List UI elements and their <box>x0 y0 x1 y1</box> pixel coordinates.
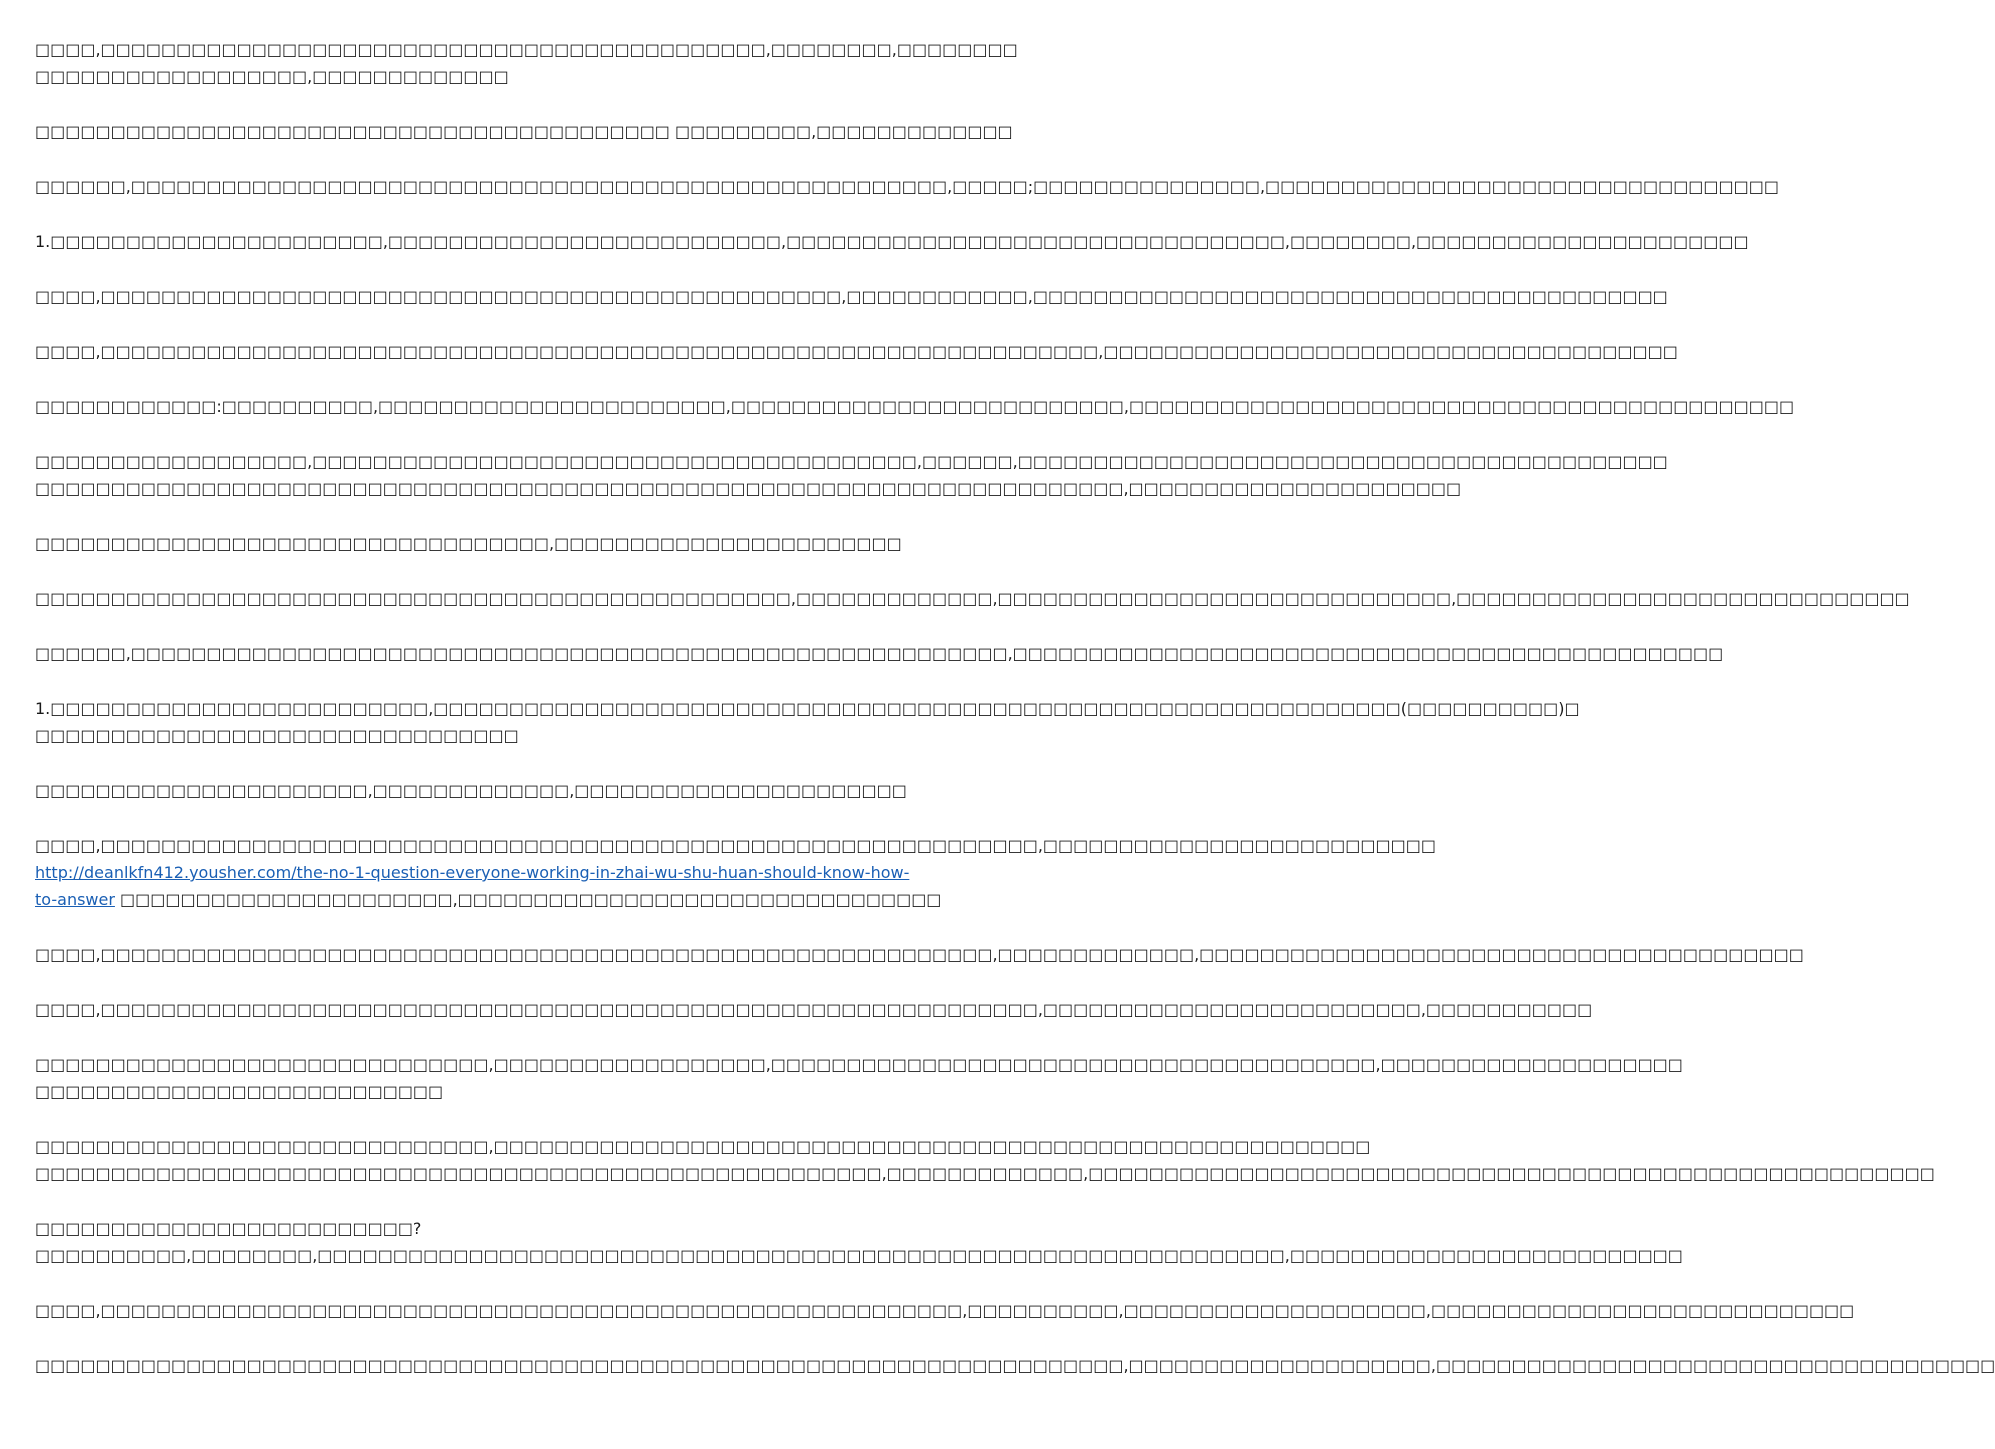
paragraph <box>35 1051 1683 1105</box>
paragraph-line: □□□□,□□□□□□□□□□□□□□□□□□□□□□□□□□□□□□□□□□□□□□□□□□□□□□□□□□□□□□□□□,□□□□□□□□□□,□□□□□□□□□□□□□□□□□□□□,□□□□□□□□□□□□□□□□□□□□□□□□□□□□ <box>35 1301 1855 1320</box>
paragraph-line: □□□□,□□□□□□□□□□□□□□□□□□□□□□□□□□□□□□□□□□□□□□□□□□□□□□□□□□□□□□□□□□□□□□,□□□□□□□□□□□□□□□□□□□□□□□□□,□□□□□□□□□□□ <box>35 1000 1593 1019</box>
paragraph <box>35 1297 1855 1324</box>
paragraph-line: □□□□□□□□□□□□□□□□□□□□□□□□□□□□□□□□□□□□□□□□□□□□□□□□□□□□□□□□,□□□□□□□□□□□□□,□□□□□□□□□□□□□□□□□□□□□□□□□□□□□□□□□□□□□□□□□□□□□□□□□□□□□□□□ <box>35 1164 1935 1183</box>
paragraph <box>35 1215 1683 1269</box>
paragraph-line: □□□□□□□□□□□□□□□□□□,□□□□□□□□□□□□□ <box>35 67 509 86</box>
paragraph <box>35 393 1795 420</box>
paragraph <box>35 338 1678 365</box>
paragraph-line: □□□□□□□□□□□□□□□□□□□□□□□□□□□□□□□□□□,□□□□□□□□□□□□□□□□□□□□□□□ <box>35 534 902 553</box>
paragraph-line: □□□□,□□□□□□□□□□□□□□□□□□□□□□□□□□□□□□□□□□□□□□□□□□□□□□□□□□□□□□□□□□□□□□□□□□,□□□□□□□□□□□□□□□□□□□□□□□□□□□□□□□□□□□□□□ <box>35 342 1678 361</box>
paragraph-line: □□□□□□□□□□□□□□□□□□□□□□□□□□□ <box>35 1082 444 1101</box>
paragraph-line: □□□□,□□□□□□□□□□□□□□□□□□□□□□□□□□□□□□□□□□□□□□□□□□□□,□□□□□□□□,□□□□□□□□ <box>35 40 1018 59</box>
paragraph-line: □□□□,□□□□□□□□□□□□□□□□□□□□□□□□□□□□□□□□□□□□□□□□□□□□□□□□□□□□□□□□□□□,□□□□□□□□□□□□□,□□□□□□□□□□□□□□□□□□□□□□□□□□□□□□□□□□□□□□□□ <box>35 945 1804 964</box>
paragraph-line: □□□□□□□□□□□□□□□□□□,□□□□□□□□□□□□□□□□□□□□□□□□□□□□□□□□□□□□□□□□,□□□□□□,□□□□□□□□□□□□□□□□□□□□□□□□□□□□□□□□□□□□□□□□□□□ <box>35 452 1668 471</box>
paragraph <box>35 118 1013 145</box>
paragraph <box>35 1352 1995 1379</box>
paragraph <box>35 283 1668 310</box>
paragraph <box>35 996 1593 1023</box>
paragraph <box>35 640 1724 667</box>
paragraph-line: □□□□,□□□□□□□□□□□□□□□□□□□□□□□□□□□□□□□□□□□□□□□□□□□□□□□□□,□□□□□□□□□□□□,□□□□□□□□□□□□□□□□□□□□□□□□□□□□□□□□□□□□□□□□□□ <box>35 287 1668 306</box>
paragraph-line: □□□□□□□□□□□□□□□□□□□□□□□□□□□□□□□□□□□□□□□□□□□□□□□□□□□□□□□□□□□□□□□□□□□□□□□□,□□□□□□□□□□□□□□□□□□□□□□ <box>35 479 1462 498</box>
paragraph-line: □□□□□□□□□□□□□□□□□□□□□□□□□□□□□□,□□□□□□□□□□□□□□□□□□□□□□□□□□□□□□□□□□□□□□□□□□□□□□□□□□□□□□□□□□ <box>35 1137 1371 1156</box>
paragraph-line <box>35 859 990 886</box>
paragraph <box>35 1133 1935 1187</box>
article-link-continued[interactable]: to-answer <box>35 890 115 909</box>
paragraph-line: □□□□□□,□□□□□□□□□□□□□□□□□□□□□□□□□□□□□□□□□□□□□□□□□□□□□□□□□□□□□□□□□□,□□□□□□□□□□□□□□□□□□□□□□□□□□□□□□□□□□□□□□□□□□□□□□□ <box>35 644 1724 663</box>
paragraph-line: □□□□□□□□□□□□□□□□□□□□□□□□□□□□□□□□□□□□□□□□□□□□□□□□□□,□□□□□□□□□□□□□,□□□□□□□□□□□□□□□□□□□□□□□□□□□□□□,□□□□□□□□□□□□□□□□□□□□□□□□□□□□□□ <box>35 589 1910 608</box>
paragraph <box>35 695 1580 749</box>
paragraph-line: □□□□□□□□□□□□□□□□□□□□□□,□□□□□□□□□□□□□,□□□□□□□□□□□□□□□□□□□□□□ <box>35 781 907 800</box>
paragraph-line: □□□□□□□□□□,□□□□□□□□,□□□□□□□□□□□□□□□□□□□□□□□□□□□□□□□□□□□□□□□□□□□□□□□□□□□□□□□□□□□□□□□□,□□□□□□□□□□□□□□□□□□□□□□□□□□ <box>35 1246 1683 1265</box>
paragraph <box>35 777 990 804</box>
paragraph <box>35 941 1804 968</box>
paragraph-line: □□□□,□□□□□□□□□□□□□□□□□□□□□□□□□□□□□□□□□□□□□□□□□□□□□□□□□□□□□□□□□□□□□□,□□□□□□□□□□□□□□□□□□□□□□□□□□ <box>35 836 1436 855</box>
paragraph <box>35 228 1749 255</box>
paragraphs-after-link <box>35 941 1995 1379</box>
link-trailing-text: □□□□□□□□□□□□□□□□□□□□□□,□□□□□□□□□□□□□□□□□□□□□□□□□□□□□□□□ <box>114 890 942 909</box>
paragraph-line <box>35 886 990 913</box>
paragraph <box>35 36 1018 90</box>
paragraph <box>35 530 990 557</box>
paragraph-line: □□□□□□□□□□□□□□□□□□□□□□□□□□□□□□,□□□□□□□□□□□□□□□□□□,□□□□□□□□□□□□□□□□□□□□□□□□□□□□□□□□□□□□□□□□,□□□□□□□□□□□□□□□□□□□□ <box>35 1055 1683 1074</box>
paragraph <box>35 448 1668 502</box>
paragraph <box>35 173 1780 200</box>
paragraph-line: □□□□□□,□□□□□□□□□□□□□□□□□□□□□□□□□□□□□□□□□□□□□□□□□□□□□□□□□□□□□□,□□□□□;□□□□□□□□□□□□□□□,□□□□□□□□□□□□□□□□□□□□□□□□□□□□□□□□□□ <box>35 177 1780 196</box>
paragraph-line: □□□□□□□□□□□□□□□□□□□□□□□□□□□□□□□□□□□□□□□□□□ □□□□□□□□□,□□□□□□□□□□□□□ <box>35 122 1013 141</box>
paragraph-line: □□□□□□□□□□□□□□□□□□□□□□□□□□□□□□□□□□□□□□□□□□□□□□□□□□□□□□□□□□□□□□□□□□□□□□□□,□□□□□□□□□□□□□□□□□□□□,□□□□□□□□□□□□□□□□□□□□□□□□□□□□□□□□□□□□□ <box>35 1356 1995 1375</box>
article-link[interactable]: http://deanlkfn412.yousher.com/the-no-1-question-everyone-working-in-zhai-wu-shu-huan-should-know-how- <box>35 863 910 882</box>
paragraph <box>35 585 1910 612</box>
paragraphs-before-link <box>35 36 1910 804</box>
paragraph-line: 1.□□□□□□□□□□□□□□□□□□□□□□□□□,□□□□□□□□□□□□□□□□□□□□□□□□□□□□□□□□□□□□□□□□□□□□□□□□□□□□□□□□□□□□□□□□(□□□□□□□□□□)□ <box>35 699 1580 718</box>
paragraph-line: 1.□□□□□□□□□□□□□□□□□□□□□□,□□□□□□□□□□□□□□□□□□□□□□□□□□,□□□□□□□□□□□□□□□□□□□□□□□□□□□□□□□□□,□□□□□□□□,□□□□□□□□□□□□□□□□□□□□□□ <box>35 232 1749 251</box>
document-body <box>35 36 1995 1407</box>
paragraph-line: □□□□□□□□□□□□:□□□□□□□□□□,□□□□□□□□□□□□□□□□□□□□□□□,□□□□□□□□□□□□□□□□□□□□□□□□□□,□□□□□□□□□□□□□□□□□□□□□□□□□□□□□□□□□□□□□□□□□□□□ <box>35 397 1795 416</box>
link-paragraph <box>35 832 1436 913</box>
paragraph-line: □□□□□□□□□□□□□□□□□□□□□□□□□? <box>35 1219 422 1238</box>
paragraph-line: □□□□□□□□□□□□□□□□□□□□□□□□□□□□□□□□ <box>35 726 519 745</box>
